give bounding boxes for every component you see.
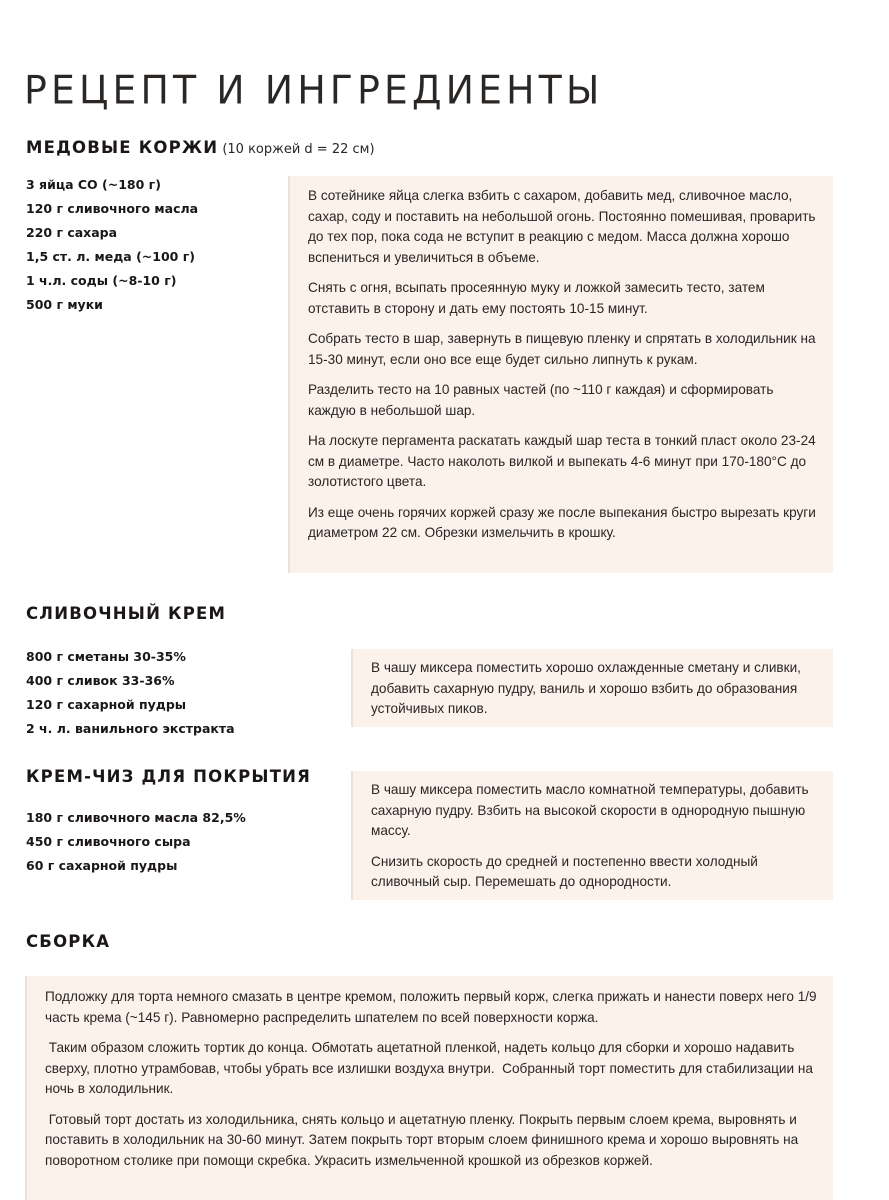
instructions-box-cream-cheese — [351, 771, 833, 900]
ingredient-item: 120 г сливочного масла — [26, 201, 199, 216]
instruction-step: Собрать тесто в шар, завернуть в пищевую пленку и спрятать в холодильник на 15-30 минут, если оно все еще будет сильно липнуть к рукам. — [308, 331, 816, 367]
ingredient-item: 500 г муки — [26, 297, 103, 312]
instruction-step: Снизить скорость до средней и постепенно ввести холодный сливочный сыр. Перемешать до однородности. — [371, 853, 758, 889]
instruction-step: В чашу миксера поместить масло комнатной температуры, добавить сахарную пудру. Взбить на высокой скорости в однородную пышную массу. — [371, 782, 809, 838]
ingredient-item: 1,5 ст. л. меда (~100 г) — [26, 249, 195, 264]
ingredient-item: 2 ч. л. ванильного экстракта — [26, 721, 235, 736]
instructions-box-cream — [351, 649, 833, 727]
section-title: КРЕМ-ЧИЗ ДЛЯ ПОКРЫТИЯ — [26, 767, 312, 786]
instruction-step: В чашу миксера поместить хорошо охлажденные сметану и сливки, добавить сахарную пудру, ваниль и хорошо взбить до образования устойчивых пиков. — [371, 660, 801, 716]
ingredient-item: 180 г сливочного масла 82,5% — [26, 810, 246, 825]
ingredient-list-cream-cheese — [26, 806, 246, 878]
ingredient-item: 60 г сахарной пудры — [26, 858, 178, 873]
section-title: МЕДОВЫЕ КОРЖИ — [26, 138, 219, 157]
instruction-step: В сотейнике яйца слегка взбить с сахаром, добавить мед, сливочное масло, сахар, соду и поставить на небольшой огонь. Постоянно помешивая, проварить до тех пор, пока сода не вступит в реакцию с медом. Масса должна хорошо вспениться и увеличиться в объеме. — [308, 188, 816, 265]
instruction-step: На лоскуте пергамента раскатать каждый шар теста в тонкий пласт около 23-24 см в диаметре. Часто наколоть вилкой и выпекать 4-6 минут при 170-180°С до золотистого цвета. — [308, 433, 816, 489]
ingredient-item: 220 г сахара — [26, 225, 118, 240]
ingredient-list-cream — [26, 645, 235, 741]
instruction-step: Подложку для торта немного смазать в центре кремом, положить первый корж, слегка прижать и нанести поверх него 1/9 часть крема (~145 г). Равномерно распределить шпателем по всей поверхности коржа. — [45, 989, 821, 1025]
ingredient-item: 3 яйца СО (~180 г) — [26, 177, 161, 192]
instruction-step: Таким образом сложить тортик до конца. Обмотать ацетатной пленкой, надеть кольцо для сборки и хорошо надавить сверху, плотно утрамбовав, чтобы убрать все излишки воздуха внутри. Собранный торт поместить для стабилизации на ночь в холодильник. — [45, 1040, 817, 1096]
ingredient-item: 450 г сливочного сыра — [26, 834, 191, 849]
ingredient-item: 800 г сметаны 30-35% — [26, 649, 186, 664]
instructions-box-assembly — [25, 976, 833, 1200]
ingredient-item: 1 ч.л. соды (~8-10 г) — [26, 273, 177, 288]
section-heading-cream — [26, 604, 226, 623]
instruction-step: Разделить тесто на 10 равных частей (по ~110 г каждая) и сформировать каждую в небольшой шар. — [308, 382, 774, 418]
page-title: РЕЦЕПТ И ИНГРЕДИЕНТЫ — [24, 67, 604, 113]
section-subtitle: (10 коржей d = 22 см) — [222, 142, 375, 157]
ingredient-list-honey-layers — [26, 173, 198, 317]
section-title: СБОРКА — [26, 932, 111, 951]
instruction-step: Из еще очень горячих коржей сразу же после выпекания быстро вырезать круги диаметром 22 см. Обрезки измельчить в крошку. — [308, 504, 816, 540]
section-heading-cream-cheese — [26, 767, 311, 786]
ingredient-item: 120 г сахарной пудры — [26, 697, 187, 712]
instruction-step: Снять с огня, всыпать просеянную муку и ложкой замесить тесто, затем отставить в сторону и дать ему постоять 10-15 минут. — [308, 280, 765, 316]
section-title: СЛИВОЧНЫЙ КРЕМ — [26, 604, 227, 623]
section-heading-assembly — [26, 932, 110, 951]
instruction-step: Готовый торт достать из холодильника, снять кольцо и ацетатную пленку. Покрыть первым слоем крема, выровнять и поставить в холодильник на 30-60 минут. Затем покрыть торт вторым слоем финишного крема и хорошо выровнять на поворотном столике при помощи скребка. Украсить измельченной крошкой из обрезков коржей. — [45, 1111, 802, 1168]
instructions-box-honey-layers — [288, 176, 833, 573]
section-heading-honey-layers — [26, 138, 375, 157]
ingredient-item: 400 г сливок 33-36% — [26, 673, 175, 688]
